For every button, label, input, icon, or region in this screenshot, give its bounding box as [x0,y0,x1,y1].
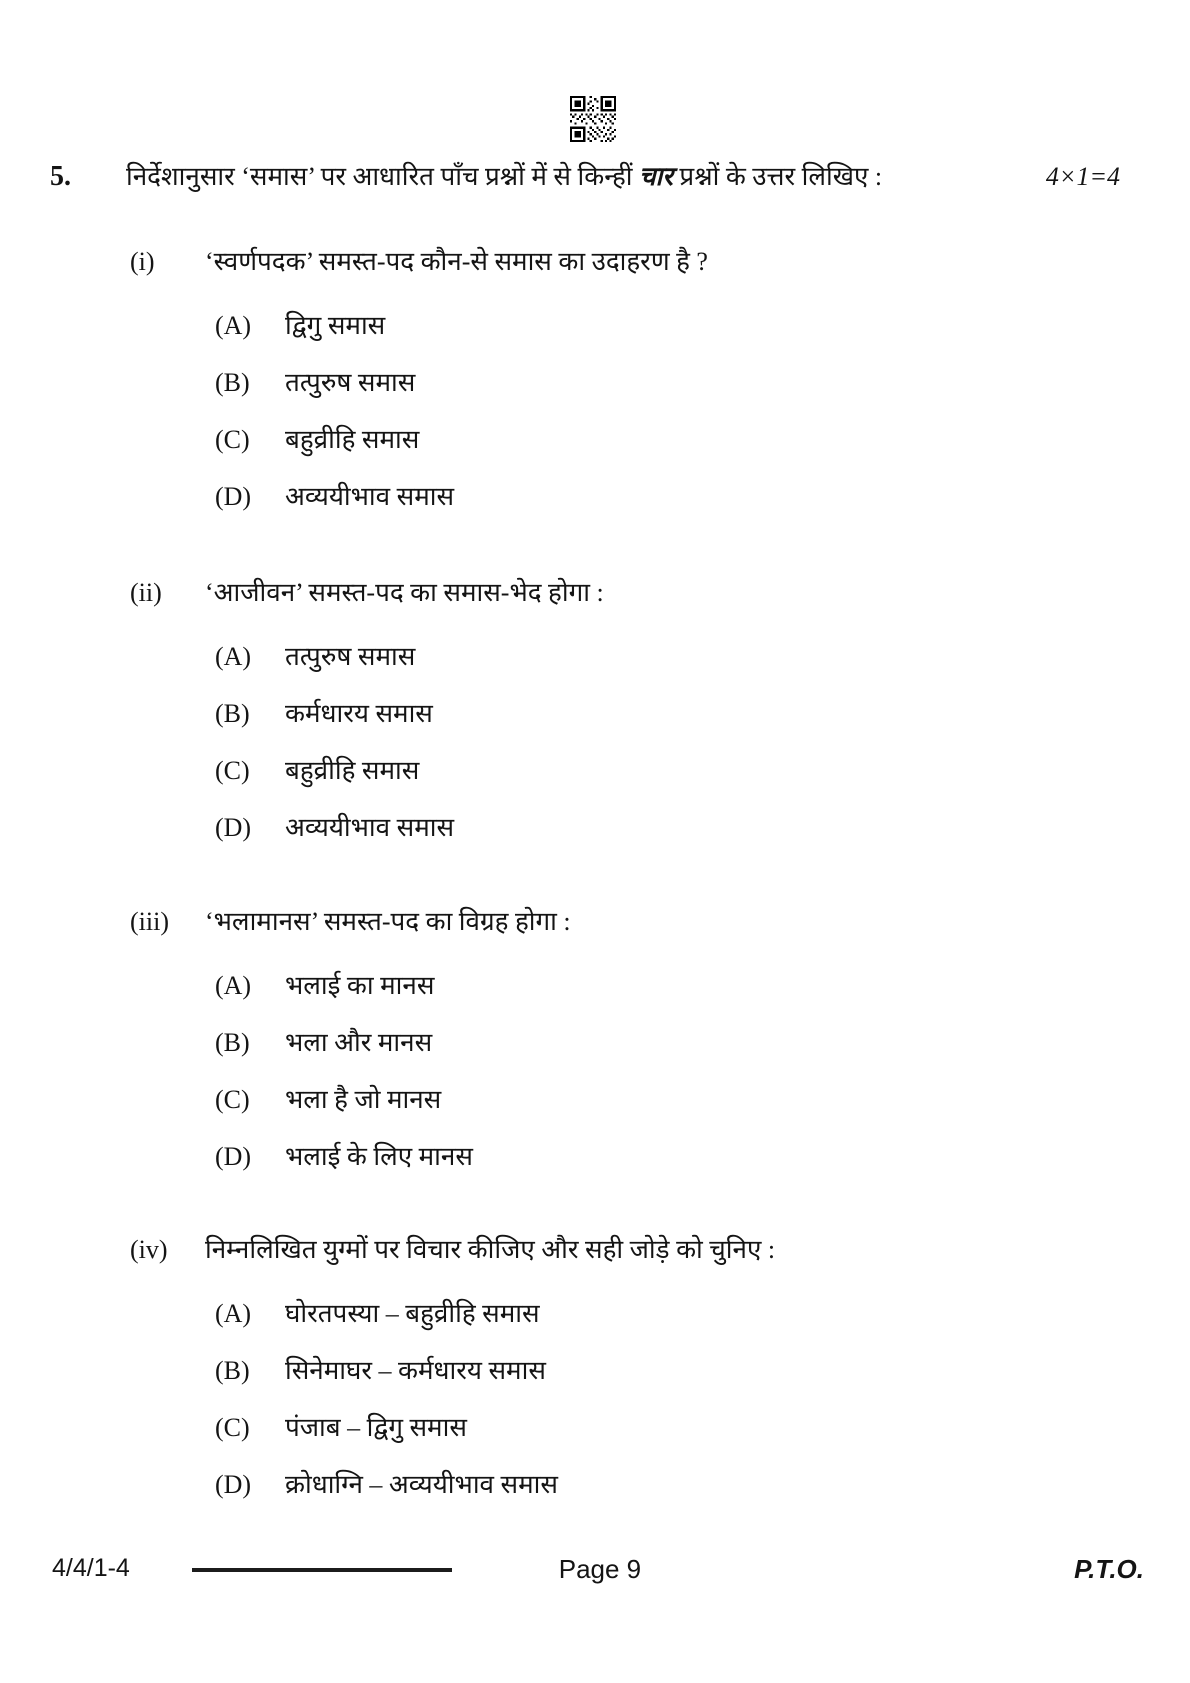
sub-question-head [130,575,1130,611]
option-letter: (B) [215,699,250,728]
option-letter: (D) [215,1470,252,1499]
option-text: कर्मधारय समास [285,699,433,728]
option-letter: (A) [215,311,252,340]
sub-question-index: (i) [130,247,155,276]
instruction-bold-word: चार [639,162,673,191]
option-row-a [130,639,1130,675]
sub-question-text: निम्नलिखित युग्मों पर विचार कीजिए और सही जोड़े को चुनिए : [205,1235,776,1264]
option-letter: (A) [215,1299,252,1328]
option-letter: (C) [215,425,250,454]
option-text: घोरतपस्या – बहुव्रीहि समास [285,1299,540,1328]
page-footer [0,1552,1190,1594]
option-text: अव्ययीभाव समास [285,482,455,511]
instruction-post: प्रश्नों के उत्तर लिखिए : [672,162,883,191]
option-text: द्विगु समास [285,311,386,340]
sub-question-i [130,244,1130,515]
footer-rule [192,1568,452,1572]
option-letter: (B) [215,1028,250,1057]
option-letter: (D) [215,482,252,511]
option-row-a [130,308,1130,344]
page-number-label: Page 9 [558,1554,642,1584]
option-text: भलाई के लिए मानस [285,1142,473,1171]
option-row-d [130,1139,1130,1175]
option-row-c [130,1082,1130,1118]
option-row-a [130,1296,1130,1332]
sub-question-head [130,904,1130,940]
option-letter: (C) [215,1413,250,1442]
option-text: भलाई का मानस [285,971,435,1000]
option-letter: (A) [215,642,252,671]
option-letter: (A) [215,971,252,1000]
option-row-c [130,753,1130,789]
sub-question-index: (iii) [130,907,169,936]
option-letter: (D) [215,813,252,842]
option-letter: (B) [215,1356,250,1385]
option-row-b [130,1353,1130,1389]
option-row-b [130,365,1130,401]
option-row-b [130,696,1130,732]
question-number: 5. [50,161,71,192]
instruction-pre: निर्देशानुसार ‘समास’ पर आधारित पाँच प्रश्नों में से किन्हीं [126,162,640,191]
sub-question-ii [130,575,1130,846]
main-question-row [50,158,1120,196]
option-letter: (C) [215,756,250,785]
sub-question-text: ‘भलामानस’ समस्त-पद का विग्रह होगा : [205,907,571,936]
option-text: क्रोधाग्नि – अव्ययीभाव समास [285,1470,558,1499]
option-text: अव्ययीभाव समास [285,813,455,842]
option-text: भला है जो मानस [285,1085,442,1114]
sub-question-index: (ii) [130,578,162,607]
option-row-c [130,422,1130,458]
option-text: तत्पुरुष समास [285,642,416,671]
sub-question-head [130,244,1130,280]
sub-question-index: (iv) [130,1235,168,1264]
option-letter: (C) [215,1085,250,1114]
sub-question-iv [130,1232,1130,1503]
option-row-d [130,479,1130,515]
pto-label: P.T.O. [1074,1554,1144,1584]
option-text: भला और मानस [285,1028,433,1057]
option-text: बहुव्रीहि समास [285,425,420,454]
sub-question-iii [130,904,1130,1175]
paper-code: 4/4/1-4 [52,1554,130,1582]
marks-label: 4×1=4 [1045,162,1120,191]
option-letter: (D) [215,1142,252,1171]
option-row-d [130,810,1130,846]
sub-question-text: ‘आजीवन’ समस्त-पद का समास-भेद होगा : [205,578,604,607]
sub-question-text: ‘स्वर्णपदक’ समस्त-पद कौन-से समास का उदाहरण है ? [205,247,708,276]
option-row-a [130,968,1130,1004]
option-letter: (B) [215,368,250,397]
question-instruction [126,158,1046,196]
qr-code [570,96,616,142]
sub-question-head [130,1232,1130,1268]
option-text: सिनेमाघर – कर्मधारय समास [285,1356,546,1385]
option-text: पंजाब – द्विगु समास [285,1413,467,1442]
option-row-c [130,1410,1130,1446]
option-row-b [130,1025,1130,1061]
option-text: बहुव्रीहि समास [285,756,420,785]
option-row-d [130,1467,1130,1503]
option-text: तत्पुरुष समास [285,368,416,397]
